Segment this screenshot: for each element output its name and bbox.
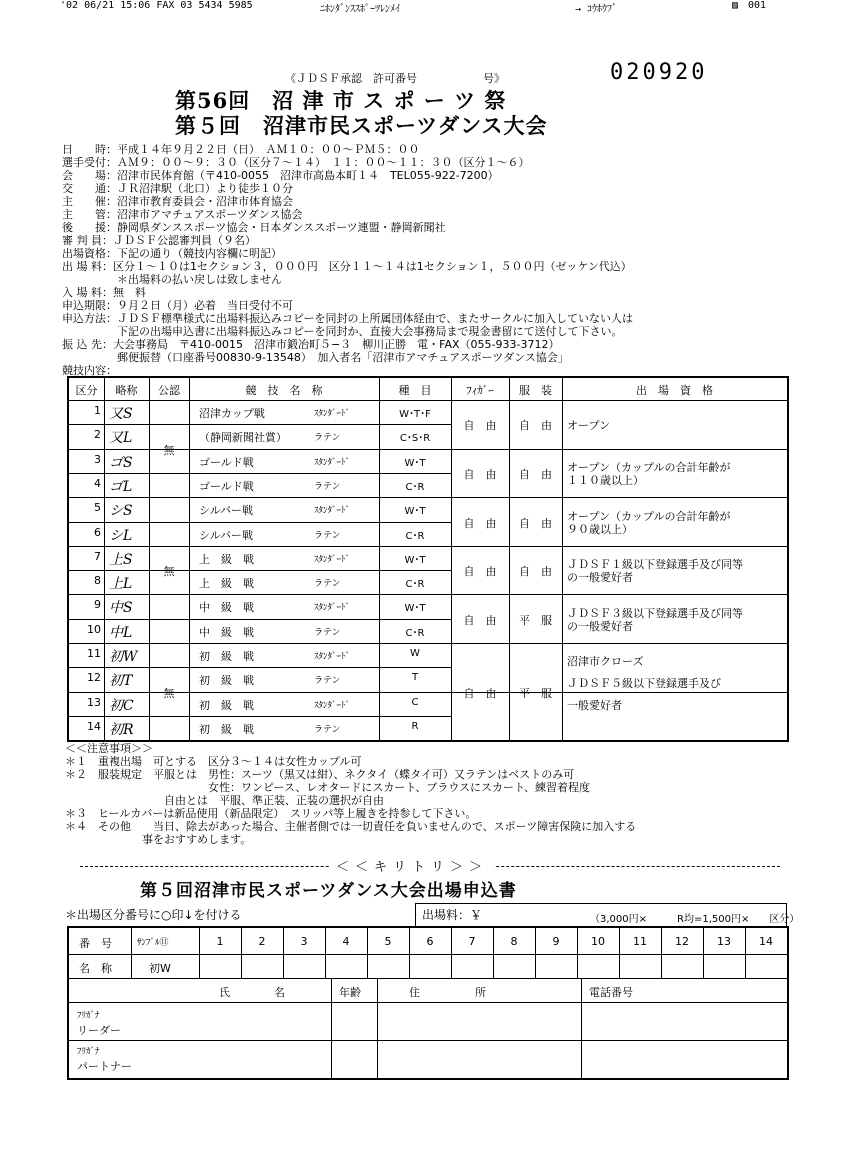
group-qualification: の一般愛好者 bbox=[567, 619, 633, 633]
kounin-mark: 無 bbox=[163, 686, 175, 700]
note-line: ＜＜注意事項＞＞ bbox=[65, 742, 153, 755]
info-line: 振 込 先：大会事務局 〒410-0015 沼津市鍛冶町５−３ 柳川正勝 電・FAX（055-933-3712） bbox=[62, 338, 560, 351]
group-qualification: １１０歳以上） bbox=[567, 473, 644, 487]
row-abbreviation: 上L bbox=[109, 576, 133, 593]
table-row-line bbox=[69, 546, 787, 547]
info-line: 競技内容： bbox=[62, 364, 117, 377]
table-row-line bbox=[69, 497, 787, 498]
entry-number-12[interactable]: 12 bbox=[675, 935, 689, 948]
form-col-line bbox=[377, 978, 378, 1078]
row-event-name: 中 級 戦 bbox=[199, 625, 254, 639]
row-event-name: 初 級 戦 bbox=[199, 698, 254, 712]
group-dress: 平 服 bbox=[519, 613, 552, 627]
row-abbreviation: 中S bbox=[109, 600, 133, 617]
row-abbreviation: 中L bbox=[109, 624, 133, 641]
table-row-line bbox=[69, 473, 451, 474]
row-abbreviation: シS bbox=[109, 503, 133, 520]
table-header-line bbox=[69, 400, 787, 401]
info-line: 主 催：沼津市教育委員会・沼津市体育協会 bbox=[62, 195, 293, 208]
row-event-name: 初 級 戦 bbox=[199, 674, 254, 688]
form-title: 第５回沼津市民スポーツダンス大会出場申込書 bbox=[140, 881, 517, 901]
table-row-line bbox=[69, 570, 451, 571]
group-qualification: 一般愛好者 bbox=[567, 699, 622, 712]
entry-number-14[interactable]: 14 bbox=[759, 935, 773, 948]
info-line: 日 時：平成１４年９月２２日（日） ＡＭ１０：００〜ＰＭ５：００ bbox=[62, 143, 420, 156]
form-row-line bbox=[69, 1040, 787, 1041]
form-col-name: 氏 名 bbox=[219, 986, 285, 999]
form-sample-label: ｻﾝﾌﾟﾙ⑪ bbox=[137, 938, 169, 948]
table-header-cell: ﾌｨｶﾞｰ bbox=[466, 384, 494, 397]
row-style: ｽﾀﾝﾀﾞｰﾄﾞ bbox=[314, 700, 351, 711]
entry-number-7[interactable]: 7 bbox=[468, 935, 476, 948]
row-event-name: （静岡新聞社賞） bbox=[199, 431, 287, 445]
form-row-line bbox=[69, 978, 787, 979]
note-line: 事をおすすめします。 bbox=[65, 833, 252, 846]
form-col-phone: 電話番号 bbox=[589, 986, 633, 999]
row-dances: C bbox=[411, 696, 419, 708]
row-event-name: 上 級 戦 bbox=[199, 577, 254, 591]
notes bbox=[65, 742, 636, 846]
row-style: ｽﾀﾝﾀﾞｰﾄﾞ bbox=[314, 603, 351, 614]
row-style: ラテン bbox=[314, 627, 341, 638]
table-row-line bbox=[69, 522, 451, 523]
table-header-cell: 出 場 資 格 bbox=[636, 384, 713, 397]
group-figure: 自 由 bbox=[463, 516, 497, 530]
partner-furigana: ﾌﾘｶﾞﾅ bbox=[77, 1047, 100, 1057]
group-dress: 自 由 bbox=[519, 419, 552, 433]
group-dress: 平 服 bbox=[519, 686, 552, 700]
row-dances: T bbox=[411, 672, 419, 684]
row-style: ｽﾀﾝﾀﾞｰﾄﾞ bbox=[314, 409, 351, 419]
note-line: 女性：ワンピース、レオタードにスカート、ブラウスにスカート、練習着程度 bbox=[65, 781, 591, 794]
row-dances: C･R bbox=[405, 481, 425, 493]
row-event-name: シルバー戦 bbox=[199, 504, 253, 518]
info-line: ＊出場料の払い戻しは致しません bbox=[62, 273, 282, 286]
info-line: 後 援：静岡県ダンススポーツ協会・日本ダンススポーツ連盟・静岡新聞社 bbox=[62, 221, 446, 234]
row-number: 3 bbox=[94, 452, 101, 466]
row-dances: W･T･F bbox=[399, 409, 431, 420]
group-qualification: オープン bbox=[567, 419, 611, 433]
entry-number-2[interactable]: 2 bbox=[258, 935, 266, 948]
entry-number-8[interactable]: 8 bbox=[510, 935, 518, 948]
group-figure: 自 由 bbox=[463, 613, 497, 627]
info-line: 交 通：ＪＲ沼津駅（北口）より徒歩１０分 bbox=[62, 182, 293, 195]
fee-label: 出場料：￥ bbox=[422, 908, 483, 922]
row-number: 5 bbox=[94, 501, 101, 515]
info-line: 申込方法：ＪＤＳＦ標準様式に出場料振込みコピーを同封の上所属団体経由で、またサークルに加入していない人は bbox=[62, 312, 634, 325]
row-event-name: ゴールド戦 bbox=[199, 455, 254, 469]
info-line: 下記の出場申込書に出場料振込みコピーを同封か、直接大会事務局まで現金書留にて送付して下さい。 bbox=[62, 325, 623, 338]
row-event-name: ゴールド戦 bbox=[199, 479, 254, 493]
group-qualification: の一般愛好者 bbox=[567, 571, 633, 585]
group-qualification: ＪＤＳＦ５級以下登録選手及び bbox=[567, 677, 721, 690]
entry-number-6[interactable]: 6 bbox=[426, 935, 434, 948]
row-abbreviation: 又L bbox=[109, 430, 133, 447]
form-instruction: ＊出場区分番号に○印↓を付ける bbox=[65, 908, 242, 922]
row-style: ｽﾀﾝﾀﾞｰﾄﾞ bbox=[314, 457, 351, 468]
row-style: ｽﾀﾝﾀﾞｰﾄﾞ bbox=[314, 652, 351, 662]
table-col-line bbox=[104, 378, 105, 740]
row-number: 14 bbox=[87, 719, 101, 733]
row-number: 8 bbox=[94, 574, 101, 588]
form-name-label: 名 称 bbox=[79, 962, 112, 975]
fax-sender: ﾆﾎﾝﾀﾞﾝｽｽﾎﾟｰﾂﾚﾝﾒｲ bbox=[320, 4, 400, 15]
row-number: 4 bbox=[94, 476, 101, 490]
application-form bbox=[67, 926, 789, 1080]
row-style: ラテン bbox=[314, 530, 341, 541]
table-header-cell: 服 装 bbox=[519, 384, 552, 397]
table-col-line bbox=[189, 378, 190, 740]
group-figure: 自 由 bbox=[463, 686, 497, 700]
info-line: 申込期限：９月２日（月）必着 当日受付不可 bbox=[62, 299, 293, 312]
entry-number-9[interactable]: 9 bbox=[552, 935, 560, 948]
form-col-address: 住 所 bbox=[409, 986, 486, 999]
form-col-line bbox=[581, 978, 582, 1078]
row-style: ｽﾀﾝﾀﾞｰﾄﾞ bbox=[314, 554, 351, 565]
table-header-cell: 公認 bbox=[158, 384, 180, 397]
row-abbreviation: 初W bbox=[109, 649, 138, 665]
info-line: 選手受付：ＡＭ９：００〜９：３０（区分７〜１４） １１：００〜１１：３０（区分１〜６） bbox=[62, 156, 530, 169]
leader-furigana: ﾌﾘｶﾞﾅ bbox=[77, 1011, 100, 1021]
row-dances: W bbox=[410, 648, 420, 659]
row-style: ｽﾀﾝﾀﾞｰﾄﾞ bbox=[314, 506, 351, 517]
row-number: 13 bbox=[87, 695, 101, 709]
table-row-line bbox=[69, 643, 787, 644]
row-style: ラテン bbox=[314, 676, 341, 687]
table-row-line bbox=[69, 619, 451, 620]
fax-date: '02 06/21 15:06 FAX 03 5434 5985 bbox=[60, 0, 253, 11]
row-abbreviation: ゴS bbox=[109, 454, 133, 471]
fax-page: 001 bbox=[748, 0, 767, 11]
info-line: 出場資格：下記の通り（競技内容欄に明記） bbox=[62, 247, 282, 260]
form-number-label: 番 号 bbox=[79, 937, 112, 950]
entry-number-4[interactable]: 4 bbox=[342, 935, 350, 948]
entry-number-13[interactable]: 13 bbox=[717, 935, 731, 948]
partner-label: パートナー bbox=[77, 1060, 132, 1073]
row-abbreviation: 初C bbox=[109, 697, 134, 714]
row-event-name: 初 級 戦 bbox=[199, 722, 254, 736]
table-header-cell: 種 目 bbox=[398, 384, 432, 397]
row-abbreviation: 初R bbox=[109, 721, 134, 738]
row-dances: C･R bbox=[405, 579, 425, 591]
fax-recipient: → ｺｳﾎｳﾌﾞ bbox=[575, 4, 618, 15]
group-qualification: オープン（カップルの合計年齢が bbox=[567, 509, 731, 523]
info-line: 審 判 員：ＪＤＳＦ公認審判員（９名） bbox=[62, 234, 256, 247]
fee-box bbox=[415, 903, 787, 926]
row-dances: C･S･R bbox=[399, 433, 431, 445]
row-event-name: 上 級 戦 bbox=[199, 552, 254, 566]
fax-page-icon: ▨ bbox=[732, 0, 739, 11]
row-dances: R bbox=[411, 720, 419, 732]
event-info bbox=[62, 143, 822, 377]
row-number: 7 bbox=[94, 549, 101, 563]
form-col-line bbox=[131, 928, 132, 978]
entry-number-10[interactable]: 10 bbox=[591, 935, 605, 948]
row-number: 11 bbox=[87, 647, 101, 660]
group-qualification: ＪＤＳＦ３級以下登録選手及び同等 bbox=[567, 606, 743, 620]
group-figure: 自 由 bbox=[463, 565, 497, 579]
info-line: 入 場 料：無 料 bbox=[62, 286, 146, 299]
form-col-age: 年齢 bbox=[339, 986, 361, 999]
note-line: ＊１ 重複出場 可とする 区分３〜１４は女性カップル可 bbox=[65, 755, 362, 768]
cut-line: ＜＜キリトリ＞＞ bbox=[330, 856, 494, 875]
form-row-line bbox=[69, 1002, 787, 1003]
entry-number-3[interactable]: 3 bbox=[300, 935, 308, 948]
row-number: 12 bbox=[87, 671, 101, 685]
table-col-line bbox=[562, 378, 563, 740]
table-row-line bbox=[69, 594, 787, 595]
form-col-line bbox=[331, 978, 332, 1078]
note-line: ＊４ その他 当日、除去があった場合、主催者側では一切責任を負いませんので、スポーツ障害保険に加入する bbox=[65, 820, 637, 833]
row-style: ラテン bbox=[314, 481, 341, 492]
row-abbreviation: 初T bbox=[109, 673, 133, 690]
row-dances: C･R bbox=[405, 627, 425, 639]
kounin-mark: 無 bbox=[163, 565, 175, 579]
form-row-line bbox=[69, 954, 787, 955]
row-event-name: 中 級 戦 bbox=[199, 601, 254, 615]
table-row-line bbox=[69, 716, 451, 717]
row-style: ラテン bbox=[314, 579, 341, 590]
approval-number: 《ＪＤＳＦ承認 許可番号 号》 bbox=[285, 72, 505, 85]
row-number: 1 bbox=[94, 404, 101, 417]
table-row-line bbox=[69, 667, 451, 668]
info-line: 出 場 料：区分１〜１０は1セクション３，０００円 区分１１〜１４は1セクション１，５００円（ゼッケン代込） bbox=[62, 260, 632, 273]
row-dances: C･R bbox=[405, 530, 425, 542]
info-line: 郵便振替（口座番号00830-9-13548） 加入者名「沼津市アマチュアスポーツダンス協会」 bbox=[62, 351, 569, 364]
row-abbreviation: ゴL bbox=[109, 478, 133, 495]
row-number: 6 bbox=[94, 525, 101, 539]
table-header-cell: 競 技 名 称 bbox=[245, 384, 323, 397]
info-line: 主 管：沼津市アマチュアスポーツダンス協会 bbox=[62, 208, 303, 221]
entry-number-5[interactable]: 5 bbox=[384, 935, 392, 948]
row-dances: W･T bbox=[404, 603, 426, 615]
form-sample-name: 初W bbox=[149, 962, 171, 975]
serial-number: 020920 bbox=[610, 60, 708, 85]
group-dress: 自 由 bbox=[519, 565, 552, 579]
row-style: ラテン bbox=[314, 724, 341, 735]
row-abbreviation: 又S bbox=[109, 406, 133, 422]
competition-table bbox=[67, 376, 789, 742]
row-number: 2 bbox=[94, 428, 101, 442]
group-dress: 自 由 bbox=[519, 467, 552, 481]
table-row-line bbox=[69, 424, 451, 425]
group-qualification: 沼津市クローズ bbox=[567, 655, 644, 668]
row-event-name: 沼津カップ戦 bbox=[199, 407, 265, 420]
row-abbreviation: シL bbox=[109, 527, 133, 544]
row-number: 10 bbox=[87, 622, 101, 636]
kounin-mark: 無 bbox=[163, 443, 175, 457]
fee-note: （3,000円× R均=1,500円× 区分） bbox=[590, 914, 800, 925]
group-qualification: オープン（カップルの合計年齢が bbox=[567, 460, 731, 474]
table-header-cell: 区分 bbox=[75, 384, 98, 397]
row-abbreviation: 上S bbox=[109, 551, 133, 568]
fax-header bbox=[60, 0, 860, 14]
row-style: ラテン bbox=[314, 433, 341, 444]
entry-number-1[interactable]: 1 bbox=[216, 935, 224, 948]
leader-label: リーダー bbox=[77, 1024, 121, 1037]
row-event-name: 初 級 戦 bbox=[199, 650, 254, 663]
row-event-name: シルバー戦 bbox=[199, 528, 253, 542]
row-dances: W･T bbox=[404, 457, 426, 469]
title-line-1: 第56回 沼 津 市 ス ポ ー ツ 祭 bbox=[175, 88, 507, 113]
group-qualification: ＪＤＳＦ１級以下登録選手及び同等 bbox=[567, 558, 743, 572]
note-line: 自由とは 平服、準正装、正装の選択が自由 bbox=[65, 794, 384, 807]
table-header-cell: 略称 bbox=[115, 384, 138, 397]
row-dances: W･T bbox=[404, 506, 426, 518]
group-figure: 自 由 bbox=[463, 467, 497, 481]
row-number: 9 bbox=[94, 598, 101, 612]
note-line: ＊３ ヒールカバーは新品使用（新品限定） スリッパ等上履きを持参して下さい。 bbox=[65, 807, 477, 820]
entry-number-11[interactable]: 11 bbox=[633, 935, 647, 948]
group-qualification: ９０歳以上） bbox=[567, 522, 633, 536]
note-line: ＊２ 服装規定 平服とは 男性：スーツ（黒又は紺）、ネクタイ（蝶タイ可）又ラテンはベストのみ可 bbox=[65, 768, 575, 781]
title-line-2: 第５回 沼津市民スポーツダンス大会 bbox=[175, 113, 548, 138]
group-dress: 自 由 bbox=[519, 516, 552, 530]
info-line: 会 場：沼津市民体育館（〒410-0055 沼津市高島本町１４ TEL055-922-7200） bbox=[62, 169, 499, 182]
row-dances: W･T bbox=[404, 554, 426, 566]
group-figure: 自 由 bbox=[463, 419, 497, 433]
